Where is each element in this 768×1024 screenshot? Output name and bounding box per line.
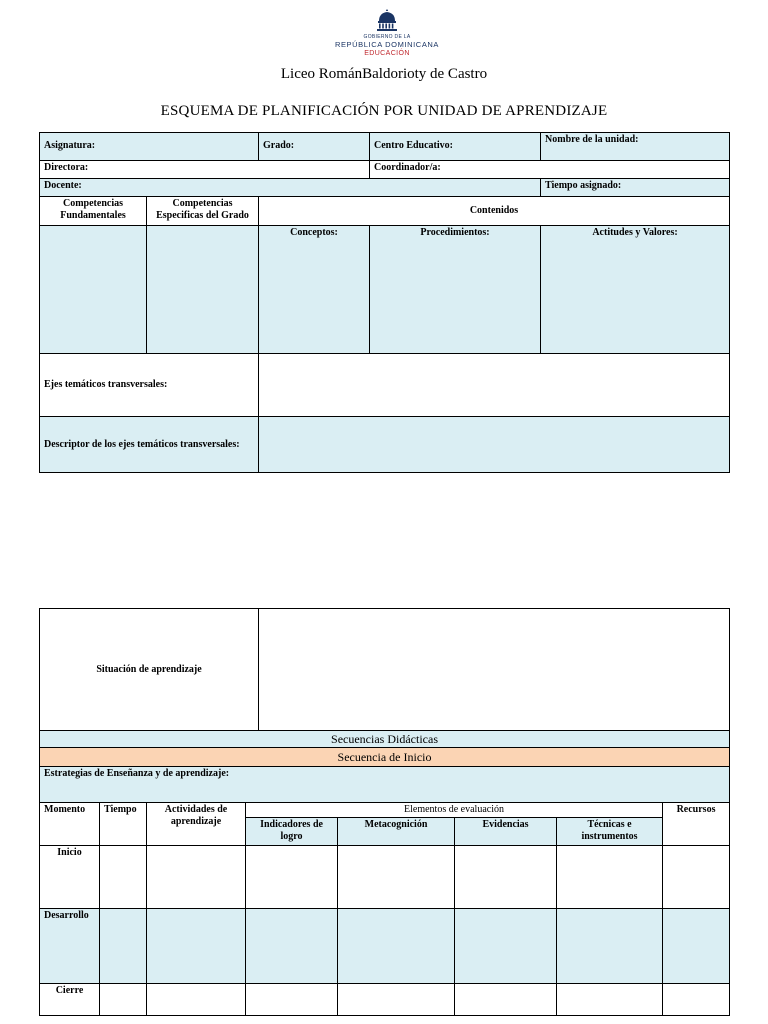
cierre-evidencias-cell[interactable] [455, 984, 557, 1016]
coordinador-label: Coordinador/a: [374, 162, 441, 173]
desarrollo-metacognicion-cell[interactable] [338, 909, 455, 984]
procedimientos-label: Procedimientos: [420, 227, 490, 238]
indicadores-logro-header: Indicadores de logro [246, 818, 338, 846]
coordinador-field[interactable] [370, 161, 730, 179]
conceptos-label: Conceptos: [290, 227, 338, 238]
inicio-tecnicas-cell[interactable] [557, 846, 663, 909]
cierre-recursos-cell[interactable] [663, 984, 730, 1016]
desarrollo-indicadores-cell[interactable] [246, 909, 338, 984]
evidencias-header: Evidencias [455, 818, 557, 846]
tiempo-asignado-label: Tiempo asignado: [545, 180, 622, 191]
cierre-tiempo-cell[interactable] [100, 984, 147, 1016]
secuencias-didacticas-header: Secuencias Didácticas [40, 731, 730, 748]
inicio-tiempo-cell[interactable] [100, 846, 147, 909]
desarrollo-tecnicas-cell[interactable] [557, 909, 663, 984]
situacion-aprendizaje-cell[interactable] [259, 609, 730, 731]
momento-desarrollo-label: Desarrollo [40, 909, 100, 984]
competencias-fundamentales-header: Competencias Fundamentales [40, 197, 147, 226]
ministry-logo [334, 8, 440, 62]
estrategias-field[interactable] [40, 767, 730, 803]
actividades-header: Actividades de aprendizaje [147, 803, 246, 846]
nombre-unidad-field[interactable] [541, 133, 730, 161]
momento-header: Momento [40, 803, 100, 846]
procedimientos-cell[interactable] [370, 226, 541, 354]
asignatura-field[interactable] [40, 133, 259, 161]
logo-line-republic: REPÚBLICA DOMINICANA [334, 40, 440, 49]
cierre-tecnicas-cell[interactable] [557, 984, 663, 1016]
ejes-tematicos-cell[interactable] [259, 354, 730, 417]
centro-educativo-field[interactable] [370, 133, 541, 161]
secuencia-inicio-header: Secuencia de Inicio [40, 748, 730, 767]
logo-line-education: EDUCACIÓN [364, 50, 410, 57]
didactic-sequence-table [39, 608, 730, 1016]
centro-educativo-label: Centro Educativo: [374, 140, 453, 151]
tiempo-header: Tiempo [100, 803, 147, 846]
inicio-actividades-cell[interactable] [147, 846, 246, 909]
competencias-especificas-cell[interactable] [147, 226, 259, 354]
cierre-indicadores-cell[interactable] [246, 984, 338, 1016]
inicio-metacognicion-cell[interactable] [338, 846, 455, 909]
cierre-actividades-cell[interactable] [147, 984, 246, 1016]
recursos-header: Recursos [663, 803, 730, 846]
nombre-unidad-label: Nombre de la unidad: [545, 134, 639, 145]
grado-label: Grado: [263, 140, 295, 151]
asignatura-label: Asignatura: [44, 140, 96, 151]
competencias-especificas-header: Competencias Especificas del Grado [147, 197, 259, 226]
descriptor-ejes-cell[interactable] [259, 417, 730, 473]
government-seal-icon [376, 8, 398, 32]
directora-label: Directora: [44, 162, 89, 173]
school-name: Liceo RománBaldorioty de Castro [280, 66, 488, 82]
document-title: ESQUEMA DE PLANIFICACIÓN POR UNIDAD DE APRENDIZAJE [160, 103, 608, 119]
desarrollo-actividades-cell[interactable] [147, 909, 246, 984]
inicio-recursos-cell[interactable] [663, 846, 730, 909]
actitudes-valores-cell[interactable] [541, 226, 730, 354]
conceptos-cell[interactable] [259, 226, 370, 354]
logo-line-government: GOBIERNO DE LA [363, 34, 411, 40]
ejes-tematicos-label: Ejes temáticos transversales: [40, 354, 259, 417]
descriptor-ejes-label: Descriptor de los ejes temáticos transversales: [40, 417, 259, 473]
tecnicas-instrumentos-header: Técnicas e instrumentos [557, 818, 663, 846]
momento-cierre-label: Cierre [40, 984, 100, 1016]
contenidos-header: Contenidos [259, 197, 730, 226]
docente-field[interactable] [40, 179, 541, 197]
desarrollo-tiempo-cell[interactable] [100, 909, 147, 984]
docente-label: Docente: [44, 180, 82, 191]
cierre-metacognicion-cell[interactable] [338, 984, 455, 1016]
actitudes-valores-label: Actitudes y Valores: [592, 227, 678, 238]
momento-inicio-label: Inicio [40, 846, 100, 909]
elementos-evaluacion-header: Elementos de evaluación [246, 803, 663, 818]
inicio-indicadores-cell[interactable] [246, 846, 338, 909]
tiempo-asignado-field[interactable] [541, 179, 730, 197]
desarrollo-evidencias-cell[interactable] [455, 909, 557, 984]
estrategias-label: Estrategias de Enseñanza y de aprendizaje: [44, 768, 230, 779]
inicio-evidencias-cell[interactable] [455, 846, 557, 909]
unit-planning-table [39, 132, 730, 473]
grado-field[interactable] [259, 133, 370, 161]
competencias-fundamentales-cell[interactable] [40, 226, 147, 354]
directora-field[interactable] [40, 161, 370, 179]
desarrollo-recursos-cell[interactable] [663, 909, 730, 984]
metacognicion-header: Metacognición [338, 818, 455, 846]
situacion-aprendizaje-label: Situación de aprendizaje [40, 609, 259, 731]
